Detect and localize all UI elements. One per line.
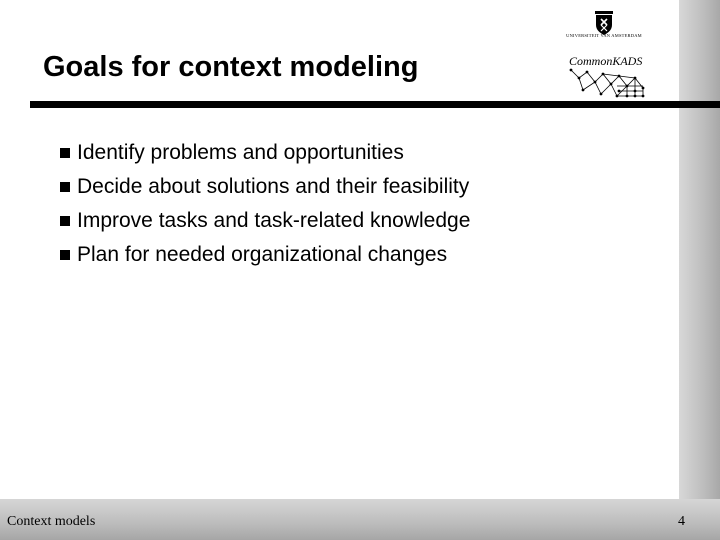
footer-label: Context models: [7, 514, 96, 529]
bottom-shadow-border: [0, 499, 720, 540]
bullet-item: [60, 170, 470, 204]
title-divider: [30, 101, 720, 108]
bullet-text: Improve tasks and task-related knowledge: [77, 209, 471, 232]
square-bullet-icon: [60, 148, 70, 158]
bullet-list: [60, 136, 470, 272]
bullet-item: [60, 238, 470, 272]
logo-brand-name: CommonKADS: [569, 54, 643, 68]
page-number: 4: [678, 514, 685, 529]
slide-title: Goals for context modeling: [43, 51, 419, 83]
bullet-item: [60, 204, 470, 238]
dot-network-icon: [567, 64, 647, 100]
square-bullet-icon: [60, 216, 70, 226]
right-shadow-border: [679, 0, 720, 540]
square-bullet-icon: [60, 182, 70, 192]
bullet-text: Decide about solutions and their feasibility: [77, 175, 470, 198]
square-bullet-icon: [60, 250, 70, 260]
bullet-text: Identify problems and opportunities: [77, 141, 404, 164]
logo-university-name: UNIVERSITEIT VAN AMSTERDAM: [566, 33, 642, 38]
bullet-text: Plan for needed organizational changes: [77, 243, 448, 266]
bullet-item: [60, 136, 470, 170]
